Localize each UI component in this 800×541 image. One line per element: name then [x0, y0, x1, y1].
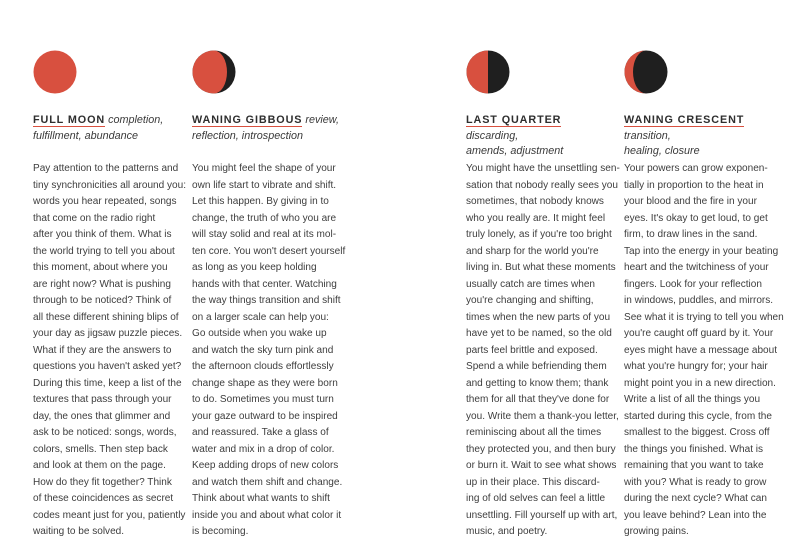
body-line: will stay solid and real at its mol- [192, 229, 337, 240]
phase-keywords: healing, closure [624, 145, 700, 157]
body-line: words you hear repeated, songs [33, 196, 177, 207]
body-line: and sharp for the world you're [466, 245, 599, 257]
phase-keywords: completion, [108, 114, 164, 126]
body-line: truly lonely, as if you're too bright [466, 229, 612, 240]
body-line: ing of old selves can feel a little [466, 493, 606, 504]
body-line: unsettling. Fill yourself up with art, [466, 509, 618, 521]
body-line: the afternoon clouds effortlessly [192, 361, 334, 372]
body-line: questions you haven't asked yet? [33, 361, 182, 372]
body-line: or burn it. Wait to see what shows [466, 460, 617, 471]
waning-crescent-icon [624, 50, 668, 94]
body-line: that come on the radio right [33, 212, 156, 224]
body-line: colors, smells. Then step back [33, 443, 168, 455]
body-line: water and mix in a drop of color. [192, 443, 335, 455]
phase-body [624, 161, 784, 541]
phase-heading [624, 113, 774, 160]
body-line: eyes. It's okay to get loud, to get [624, 212, 768, 224]
body-line: Keep adding drops of new colors [192, 460, 339, 471]
phase-keywords: review, [305, 114, 339, 126]
body-line: inside you and about what color it [192, 509, 342, 521]
body-line: codes meant just for you, patiently [33, 509, 186, 521]
body-line: sation that nobody really sees you [466, 179, 618, 191]
phase-heading [33, 113, 183, 144]
body-line: started during this cycle, from the [624, 410, 772, 422]
phase-name: LAST QUARTER [466, 114, 562, 126]
body-line: sometimes, that nobody knows [466, 196, 604, 207]
body-line: of these coincidences as secret [33, 493, 174, 504]
body-line: waiting to be solved. [33, 526, 125, 537]
phase-body [33, 161, 187, 541]
body-line: music, and poetry. [466, 526, 548, 537]
body-line: your blood and the fire in your [624, 196, 757, 207]
body-line: up in their place. This discard- [466, 476, 600, 488]
body-line: and look at them on the page. [33, 460, 166, 471]
body-line: you're caught off guard by it. Your [624, 328, 774, 339]
body-line: the things you finished. What is [624, 443, 764, 455]
body-line: parts feel brittle and exposed. [466, 344, 598, 356]
body-line: and reassured. Take a glass of [192, 427, 329, 438]
body-line: remaining that you want to take [624, 460, 764, 471]
body-line: the world trying to tell you about [33, 245, 175, 257]
body-line: and getting to know them; thank [466, 377, 609, 389]
body-line: You might have the unsettling sen- [466, 163, 620, 174]
body-line: are right now? What is pushing [33, 278, 171, 290]
body-line: growing pains. [624, 526, 689, 537]
body-line: Spend a while befriending them [466, 361, 607, 372]
body-line: on a larger scale can help you: [192, 311, 329, 323]
body-line: smallest to the biggest. Cross off [624, 427, 770, 438]
full-moon-icon [33, 50, 77, 94]
body-line: Let this happen. By giving in to [192, 196, 329, 207]
phase-keywords: fulfillment, abundance [33, 129, 139, 142]
body-line: to do. Sometimes you must turn [192, 394, 334, 405]
body-line: usually catch are times when [466, 278, 595, 290]
body-line: Write a list of all the things you [624, 394, 761, 405]
body-line: during the next cycle? What can [624, 493, 767, 504]
waning-gibbous-icon [192, 50, 236, 94]
phase-keywords: amends, adjustment [466, 145, 564, 157]
last-quarter-icon [466, 50, 510, 94]
body-line: have yet to be named, so the old [466, 328, 612, 339]
phase-keywords: reflection, introspection [192, 129, 304, 142]
body-line: During this time, keep a list of the [33, 377, 182, 389]
body-line: living in. But what these moments [466, 262, 616, 273]
body-line: might point you in a new direction. [624, 377, 776, 389]
body-line: and watch the sky turn pink and [192, 344, 334, 356]
body-line: they protected you, and then bury [466, 443, 616, 455]
phase-name: WANING GIBBOUS [192, 114, 303, 126]
body-line: who you really are. It might feel [466, 212, 606, 224]
phase-heading [192, 113, 342, 144]
body-line: tially in proportion to the heat in [624, 179, 764, 191]
body-line: day, the ones that glimmer and [33, 410, 171, 422]
body-line: See what it is trying to tell you when [624, 311, 784, 323]
body-line: textures that pass through your [33, 394, 172, 405]
body-line: ask to be noticed: songs, words, [33, 427, 177, 438]
body-line: you're changing and shifting, [466, 295, 594, 306]
body-line: fingers. Look for your reflection [624, 278, 762, 290]
body-line: change, the truth of who you are [192, 212, 337, 224]
body-line: in windows, puddles, and mirrors. [624, 295, 774, 306]
body-line: eyes might have a message about [624, 344, 778, 356]
body-line: all these different shining blips of [33, 311, 179, 323]
body-line: Your powers can grow exponen- [624, 163, 768, 174]
body-line: as long as you keep holding [192, 262, 317, 273]
body-line: what you're hungry for; your hair [624, 361, 768, 372]
body-line: through to be noticed? Think of [33, 295, 172, 306]
body-line: is becoming. [192, 526, 249, 537]
body-line: change shape as they were born [192, 377, 338, 389]
body-line: you leave behind? Lean into the [624, 509, 767, 521]
body-line: Tap into the energy in your beating [624, 245, 779, 257]
body-line: Pay attention to the patterns and [33, 163, 179, 174]
body-line: Think about what wants to shift [192, 493, 330, 504]
body-line: heart and the twitchiness of your [624, 262, 769, 273]
phase-keywords: transition, [624, 129, 671, 142]
body-line: your day as jigsaw puzzle pieces. [33, 328, 183, 339]
body-line: the way things transition and shift [192, 295, 341, 306]
body-line: and watch them shift and change. [192, 476, 343, 488]
body-line: hands with that center. Watching [192, 278, 337, 290]
phase-name: FULL MOON [33, 114, 106, 126]
body-line: reminiscing about all the times [466, 427, 602, 438]
body-line: them for all that they've done for [466, 394, 610, 405]
body-line: your gaze outward to be inspired [192, 410, 338, 422]
body-line: firm, to draw lines in the sand. [624, 229, 758, 240]
body-line: times when the new parts of you [466, 311, 611, 323]
body-line: Go outside when you wake up [192, 328, 327, 339]
body-line: you. Write them a thank-you letter, [466, 410, 619, 422]
body-line: with you? What is ready to grow [624, 476, 767, 488]
body-line: after you think of them. What is [33, 229, 172, 240]
body-line: own life start to vibrate and shift. [192, 179, 337, 191]
body-line: ten core. You won't desert yourself [192, 245, 346, 257]
phase-body [466, 161, 620, 541]
phase-name: WANING CRESCENT [624, 114, 745, 126]
body-line: this moment, about where you [33, 262, 168, 273]
body-line: You might feel the shape of your [192, 163, 336, 174]
body-line: What if they are the answers to [33, 344, 172, 356]
body-line: tiny synchronicities all around you: [33, 179, 187, 191]
phase-heading [466, 113, 616, 160]
phase-body [192, 161, 346, 541]
body-line: How do they fit together? Think [33, 476, 172, 488]
phase-keywords: discarding, [466, 129, 519, 142]
